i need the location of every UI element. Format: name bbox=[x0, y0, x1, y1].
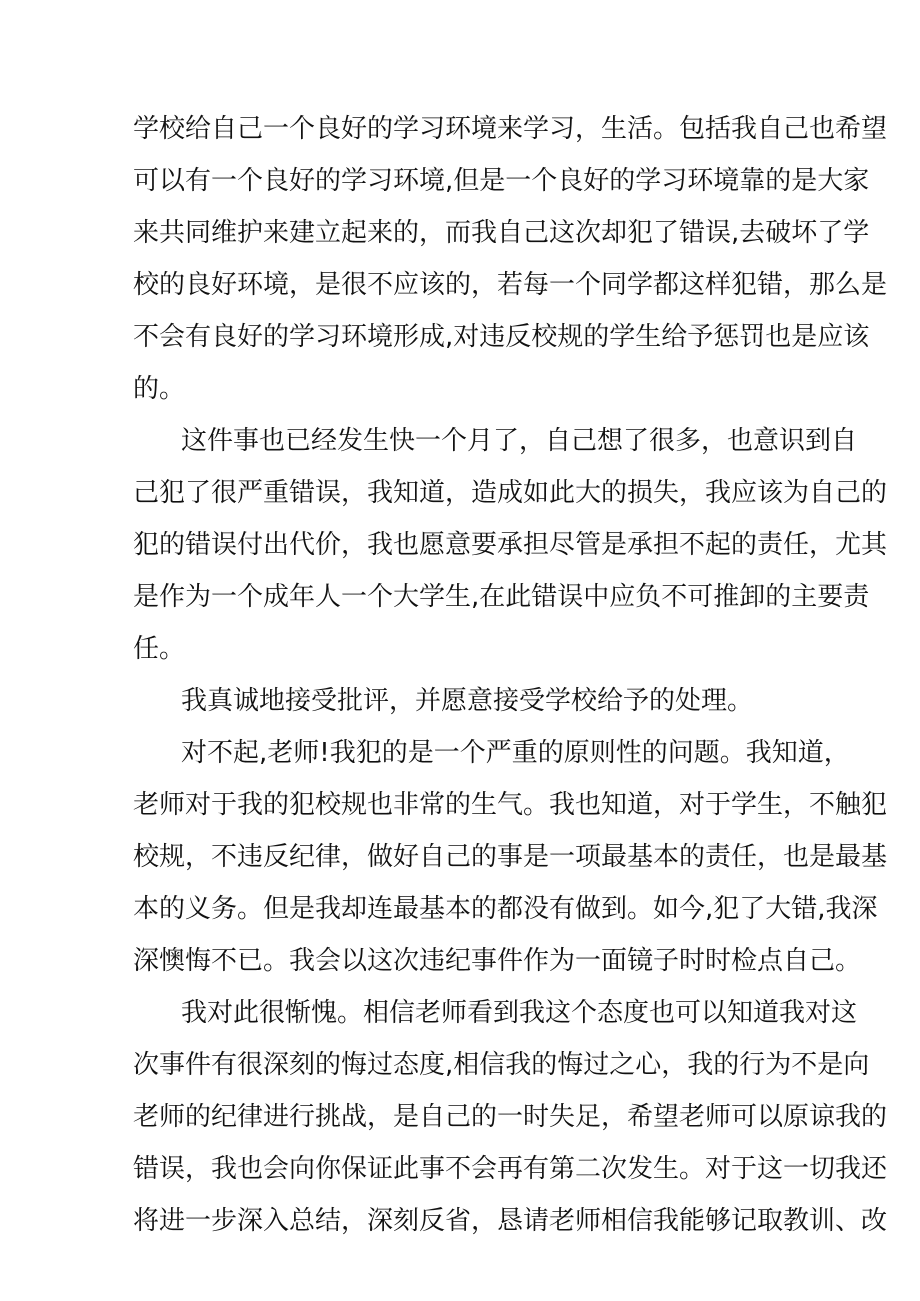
text-line: 这件事也已经发生快一个月了，自己想了很多，也意识到自 bbox=[181, 426, 858, 456]
text-line: 次事件有很深刻的悔过态度,相信我的悔过之心，我的行为不是向 bbox=[133, 1050, 870, 1080]
text-line: 我真诚地接受批评，并愿意接受学校给予的处理。 bbox=[181, 686, 754, 716]
text-line: 校的良好环境，是很不应该的，若每一个同学都这样犯错，那么是 bbox=[133, 270, 888, 300]
text-line: 任。 bbox=[133, 634, 186, 664]
text-line: 的。 bbox=[133, 374, 186, 404]
text-line: 校规，不违反纪律，做好自己的事是一项最基本的责任，也是最基 bbox=[133, 842, 888, 872]
text-line: 对不起,老师!我犯的是一个严重的原则性的问题。我知道， bbox=[181, 738, 850, 768]
text-line: 本的义务。但是我却连最基本的都没有做到。如今,犯了大错,我深 bbox=[133, 894, 878, 924]
text-line: 学校给自己一个良好的学习环境来学习，生活。包括我自己也希望 bbox=[133, 114, 888, 144]
text-line: 将进一步深入总结，深刻反省，恳请老师相信我能够记取教训、改 bbox=[133, 1206, 888, 1236]
text-line: 老师的纪律进行挑战，是自己的一时失足，希望老师可以原谅我的 bbox=[133, 1102, 888, 1132]
text-line: 是作为一个成年人一个大学生,在此错误中应负不可推卸的主要责 bbox=[133, 582, 870, 612]
text-line: 可以有一个良好的学习环境,但是一个良好的学习环境靠的是大家 bbox=[133, 166, 870, 196]
text-line: 己犯了很严重错误，我知道，造成如此大的损失，我应该为自己的 bbox=[133, 478, 888, 508]
text-line: 来共同维护来建立起来的，而我自己这次却犯了错误,去破坏了学 bbox=[133, 218, 870, 248]
text-line: 深懊悔不已。我会以这次违纪事件作为一面镜子时时检点自己。 bbox=[133, 946, 862, 976]
text-line: 错误，我也会向你保证此事不会再有第二次发生。对于这一切我还 bbox=[133, 1154, 888, 1184]
text-line: 不会有良好的学习环境形成,对违反校规的学生给予惩罚也是应该 bbox=[133, 322, 870, 352]
text-line: 犯的错误付出代价，我也愿意要承担尽管是承担不起的责任，尤其 bbox=[133, 530, 888, 560]
text-line: 老师对于我的犯校规也非常的生气。我也知道，对于学生，不触犯 bbox=[133, 790, 888, 820]
text-line: 我对此很惭愧。相信老师看到我这个态度也可以知道我对这 bbox=[181, 998, 858, 1028]
